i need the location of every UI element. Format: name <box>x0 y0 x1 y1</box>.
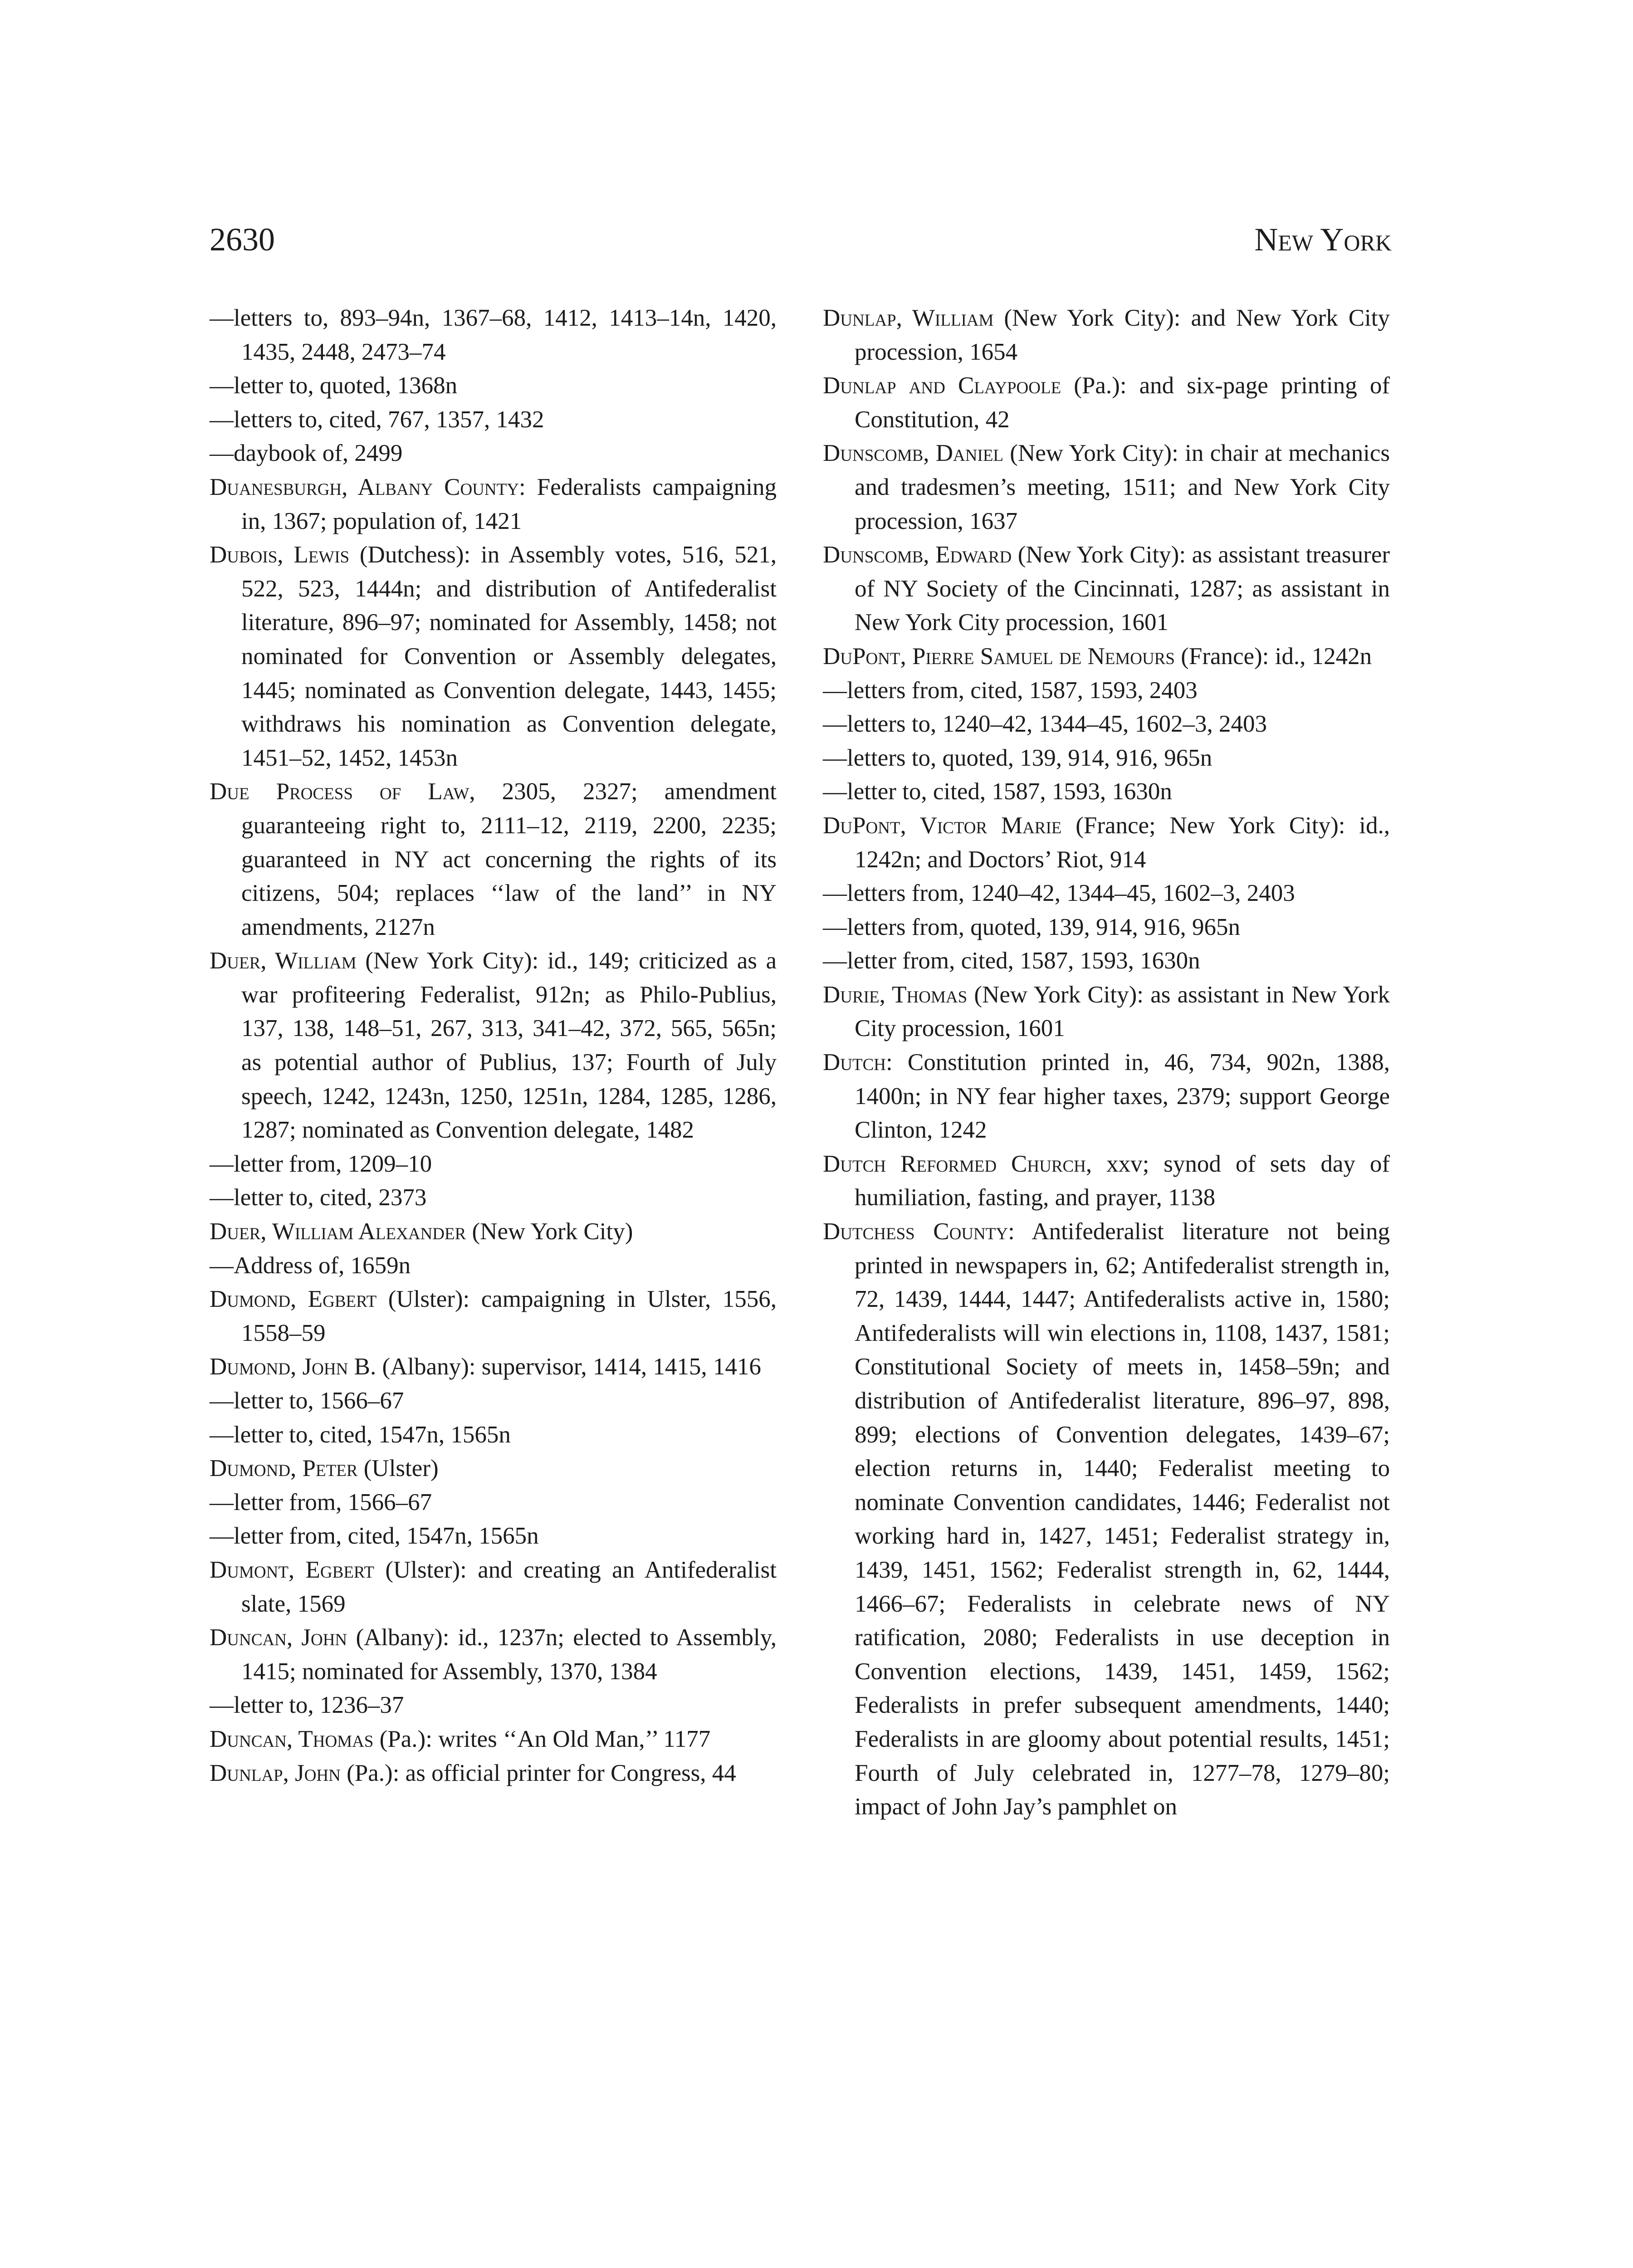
index-entry <box>210 369 777 403</box>
index-entry-text: —letter to, 1236–37 <box>210 1692 404 1719</box>
index-entry <box>210 1384 777 1418</box>
index-entry-text: (Pa.): and six-page printing of Constitution, 42 <box>855 372 1390 433</box>
index-entry-text: (New York City): as assistant treasurer of NY Society of the Cincinnati, 1287; as assistant in New York City procession, 1601 <box>855 542 1390 636</box>
index-entry-text: —letter from, cited, 1547n, 1565n <box>210 1523 539 1549</box>
index-entry <box>823 944 1390 978</box>
index-entry-text: —letter from, 1566–67 <box>210 1489 432 1515</box>
index-entry-text: —daybook of, 2499 <box>210 440 403 467</box>
index-headword: Dutch Reformed Church <box>823 1150 1086 1177</box>
index-entry-text: —letter to, cited, 1547n, 1565n <box>210 1421 511 1448</box>
index-entry-text: —letter to, cited, 1587, 1593, 1630n <box>823 778 1172 805</box>
index-entry-text: —letters to, quoted, 139, 914, 916, 965n <box>823 744 1213 771</box>
index-entry <box>210 1282 777 1350</box>
index-entry-text: —letters from, quoted, 139, 914, 916, 965n <box>823 914 1241 940</box>
index-entry-text: (New York City): as assistant in New York City procession, 1601 <box>855 981 1390 1042</box>
index-entry <box>210 1553 777 1621</box>
index-entry <box>823 369 1390 436</box>
index-entry-text: (New York City) <box>466 1218 633 1245</box>
index-headword: Duer, William Alexander <box>210 1218 466 1245</box>
index-entry <box>823 876 1390 910</box>
index-entry-text: —letter to, quoted, 1368n <box>210 372 458 399</box>
index-entry-text: , 2305, 2327; amendment guaranteeing right to, 2111–12, 2119, 2200, 2235; guaranteed in NY act concerning the rights of its citizens, 504; replaces ‘‘law of the land’’ in NY amendments, 2127n <box>241 778 777 940</box>
index-headword: Duncan, John <box>210 1624 347 1651</box>
index-entry <box>823 741 1390 775</box>
index-entry-text: : Constitution printed in, 46, 734, 902n, 1388, 1400n; in NY fear higher taxes, 2379; support George Clinton, 1242 <box>855 1049 1390 1144</box>
index-entry-text: (Albany): supervisor, 1414, 1415, 1416 <box>376 1354 761 1380</box>
index-entry-text: (Ulster): campaigning in Ulster, 1556, 1558–59 <box>241 1286 777 1346</box>
index-column-right <box>823 301 1390 1824</box>
index-entry-text: —Address of, 1659n <box>210 1252 411 1279</box>
index-entry-text: (Pa.): as official printer for Congress, 44 <box>340 1760 736 1786</box>
index-entry-text: (Pa.): writes ‘‘An Old Man,’’ 1177 <box>373 1725 711 1752</box>
index-entry-text: (France): id., 1242n <box>1174 643 1372 670</box>
index-entry-text: : Antifederalist literature not being printed in newspapers in, 62; Antifederalist strength in, 72, 1439, 1444, 1447; Antifederalists active in, 1580; Antifederalists will win elections in, 1108, 1437, 1581; Constitutional Society of meets in, 1458–59n; and distribution of Antifederalist literature, 896–97, 898, 899; elections of Convention delegates, 1439–67; election returns in, 1440; Federalist meeting to nominate Convention candidates, 1446; Federalist not working hard in, 1427, 1451; Federalist strategy in, 1439, 1451, 1562; Federalist strength in, 62, 1444, 1466–67; Federalists in celebrate news of NY ratification, 2080; Federalists in use deception in Convention elections, 1439, 1451, 1459, 1562; Federalists in prefer subsequent amendments, 1440; Federalists in are gloomy about potential results, 1451; Fourth of July celebrated in, 1277–78, 1279–80; impact of John Jay’s pamphlet on <box>855 1218 1390 1820</box>
index-entry <box>210 1688 777 1722</box>
index-entry <box>823 707 1390 741</box>
index-entry <box>210 1722 777 1756</box>
index-entry-text: —letters from, 1240–42, 1344–45, 1602–3, 2403 <box>823 880 1295 907</box>
index-entry <box>210 1486 777 1520</box>
index-headword: Duncan, Thomas <box>210 1725 374 1752</box>
index-entry-text: (Ulster): and creating an Antifederalist slate, 1569 <box>241 1556 777 1617</box>
index-entry-text: —letter to, 1566–67 <box>210 1388 404 1414</box>
index-entry <box>210 944 777 1147</box>
index-headword: DuPont, Pierre Samuel de Nemours <box>823 643 1175 670</box>
page-number: 2630 <box>210 221 275 258</box>
index-entry-text: (New York City): and New York City procession, 1654 <box>855 305 1390 365</box>
index-entry <box>210 1519 777 1553</box>
index-entry <box>823 640 1390 674</box>
index-entry <box>210 1181 777 1215</box>
index-headword: Duanesburgh, Albany County <box>210 474 519 500</box>
index-entry-text: —letters to, cited, 767, 1357, 1432 <box>210 406 544 433</box>
index-entry-text: —letter from, 1209–10 <box>210 1150 432 1177</box>
index-entry <box>210 1452 777 1486</box>
index-entry-text: (France; New York City): id., 1242n; and Doctors’ Riot, 914 <box>855 812 1390 873</box>
index-entry-text: —letter to, cited, 2373 <box>210 1184 427 1211</box>
index-headword: Duer, William <box>210 948 357 974</box>
page-header <box>210 217 1392 262</box>
index-entry <box>823 301 1390 369</box>
index-entry <box>210 403 777 437</box>
index-entry <box>823 538 1390 640</box>
index-entry-text: (New York City): in chair at mechanics and tradesmen’s meeting, 1511; and New York City procession, 1637 <box>855 440 1390 534</box>
index-headword: Dumond, Egbert <box>210 1286 377 1313</box>
index-entry-text: —letters from, cited, 1587, 1593, 2403 <box>823 677 1198 704</box>
index-headword: Dumont, Egbert <box>210 1556 374 1583</box>
index-headword: Dunlap and Claypoole <box>823 372 1061 399</box>
index-entry-text: —letters to, 1240–42, 1344–45, 1602–3, 2403 <box>823 711 1267 738</box>
index-entry <box>823 1046 1390 1147</box>
running-head: New York <box>1254 221 1392 258</box>
index-entry <box>210 1147 777 1181</box>
index-column-left <box>210 301 777 1790</box>
index-entry <box>210 538 777 775</box>
index-entry-text: , xxv; synod of sets day of humiliation, fasting, and prayer, 1138 <box>855 1150 1390 1211</box>
index-entry <box>210 1418 777 1452</box>
index-entry <box>823 978 1390 1046</box>
index-entry <box>210 1756 777 1790</box>
index-headword: Dubois, Lewis <box>210 542 350 568</box>
index-entry-text: (Dutchess): in Assembly votes, 516, 521, 522, 523, 1444n; and distribution of Antifederalist literature, 896–97; nominated for Assembly, 1458; not nominated for Convention or Assembly delegates, 1445; nominated as Convention delegate, 1443, 1455; withdraws his nomination as Convention delegate, 1451–52, 1452, 1453n <box>241 542 777 771</box>
index-headword: Dunscomb, Daniel <box>823 440 1004 467</box>
index-headword: Dunlap, William <box>823 305 994 331</box>
index-entry <box>823 910 1390 944</box>
index-entry <box>210 1350 777 1384</box>
index-entry-text: (New York City): id., 149; criticized as a war profiteering Federalist, 912n; as Philo-Publius, 137, 138, 148–51, 267, 313, 341–42, 372, 565, 565n; as potential author of Publius, 137; Fourth of July speech, 1242, 1243n, 1250, 1251n, 1284, 1285, 1286, 1287; nominated as Convention delegate, 1482 <box>241 948 777 1144</box>
index-entry <box>823 1147 1390 1215</box>
index-entry <box>823 436 1390 538</box>
index-entry <box>823 1215 1390 1824</box>
index-entry <box>823 674 1390 708</box>
index-headword: Dunscomb, Edward <box>823 542 1012 568</box>
index-entry-text: —letters to, 893–94n, 1367–68, 1412, 1413–14n, 1420, 1435, 2448, 2473–74 <box>210 305 777 365</box>
index-headword: Dutch <box>823 1049 886 1076</box>
index-entry <box>210 1249 777 1283</box>
index-entry-text: : Federalists campaigning in, 1367; population of, 1421 <box>241 474 777 534</box>
index-entry <box>210 436 777 470</box>
index-headword: Due Process of Law <box>210 778 469 805</box>
index-entry <box>210 1621 777 1688</box>
index-entry <box>210 470 777 538</box>
index-headword: DuPont, Victor Marie <box>823 812 1062 839</box>
index-headword: Dumond, Peter <box>210 1455 358 1482</box>
index-headword: Dutchess County <box>823 1218 1008 1245</box>
index-entry-text: (Albany): id., 1237n; elected to Assembly, 1415; nominated for Assembly, 1370, 1384 <box>241 1624 777 1685</box>
index-entry <box>210 301 777 369</box>
index-entry <box>823 809 1390 876</box>
index-entry-text: —letter from, cited, 1587, 1593, 1630n <box>823 948 1200 974</box>
index-entry <box>210 775 777 944</box>
index-entry-text: (Ulster) <box>357 1455 439 1482</box>
index-entry <box>823 775 1390 809</box>
index-headword: Dunlap, John <box>210 1760 341 1786</box>
index-headword: Dumond, John B. <box>210 1354 376 1380</box>
index-entry <box>210 1215 777 1249</box>
index-headword: Durie, Thomas <box>823 981 968 1008</box>
